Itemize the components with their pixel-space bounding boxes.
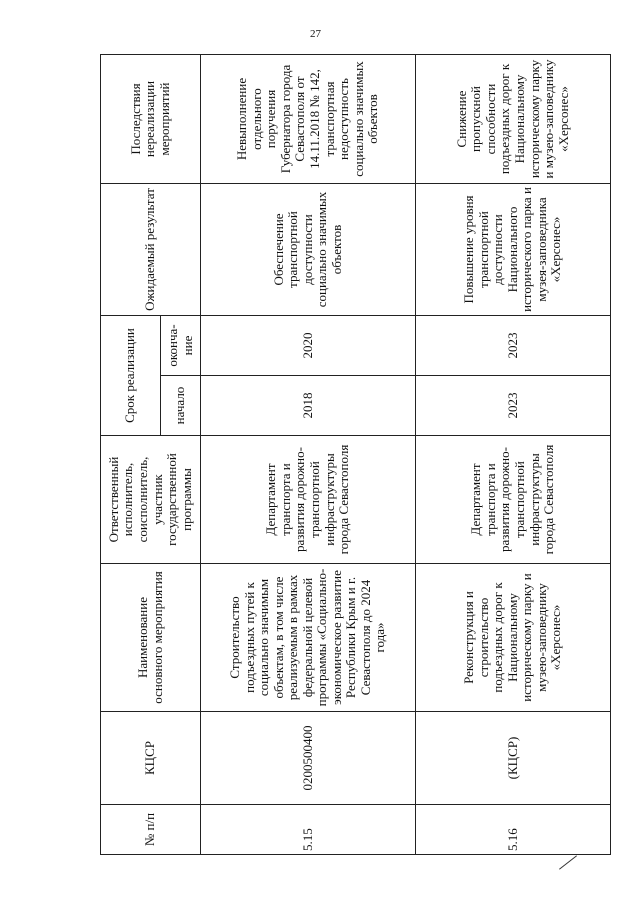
- header-num: № п/п: [101, 805, 201, 855]
- cell-kcsr: 0200500400: [201, 712, 416, 805]
- cell-result: Обеспечение транспортной доступности социально значимых объектов: [201, 184, 416, 316]
- rotated-table-frame: [100, 55, 610, 855]
- header-start: начало: [161, 376, 201, 436]
- header-name: Наименование основного мероприятия: [101, 564, 201, 712]
- header-end: оконча- ние: [161, 316, 201, 376]
- table-row: [416, 55, 611, 855]
- header-kcsr: КЦСР: [101, 712, 201, 805]
- cell-consequences: Снижение пропускной способности подъездных дорог к Национальному историческому парку и музею-заповеднику «Херсонес»: [416, 55, 611, 184]
- page-number: 27: [310, 28, 321, 40]
- measures-table: [100, 54, 611, 855]
- cell-responsible: Департамент транспорта и развития дорожно-транспортной инфраструктуры города Севастополя: [201, 436, 416, 564]
- cell-end: 2023: [416, 316, 611, 376]
- cell-start: 2018: [201, 376, 416, 436]
- cell-kcsr: (КЦСР): [416, 712, 611, 805]
- table-header-row: [101, 55, 161, 855]
- cell-result: Повышение уровня транспортной доступности Национального исторического парка и музея-заповедника «Херсонес»: [416, 184, 611, 316]
- header-period: Срок реализации: [101, 316, 161, 436]
- cell-num: 5.15: [201, 805, 416, 855]
- header-result: Ожидаемый результат: [101, 184, 201, 316]
- cell-consequences: Невыполнение отдельного поручения Губернатора города Севастополя от 14.11.2018 № 142, транспортная недоступность социально значимых объектов: [201, 55, 416, 184]
- header-consequences: Последствия нереализации мероприятий: [101, 55, 201, 184]
- cell-name: Строительство подъездных путей к социально значимым объектам, в том числе реализуемым в рамках федеральной целевой программы «Социально-экономическое развитие Республики Крым и г. Севастополя до 2024 года»: [201, 564, 416, 712]
- pen-mark: [559, 855, 577, 869]
- table-row: [201, 55, 416, 855]
- table-container: [100, 55, 610, 855]
- cell-name: Реконструкция и строительство подъездных дорог к Национальному историческому парку и музею-заповеднику «Херсонес»: [416, 564, 611, 712]
- cell-responsible: Департамент транспорта и развития дорожно-транспортной инфраструктуры города Севастополя: [416, 436, 611, 564]
- cell-num: 5.16: [416, 805, 611, 855]
- cell-end: 2020: [201, 316, 416, 376]
- cell-start: 2023: [416, 376, 611, 436]
- header-responsible: Ответственный исполнитель, соисполнитель, участник государственной программы: [101, 436, 201, 564]
